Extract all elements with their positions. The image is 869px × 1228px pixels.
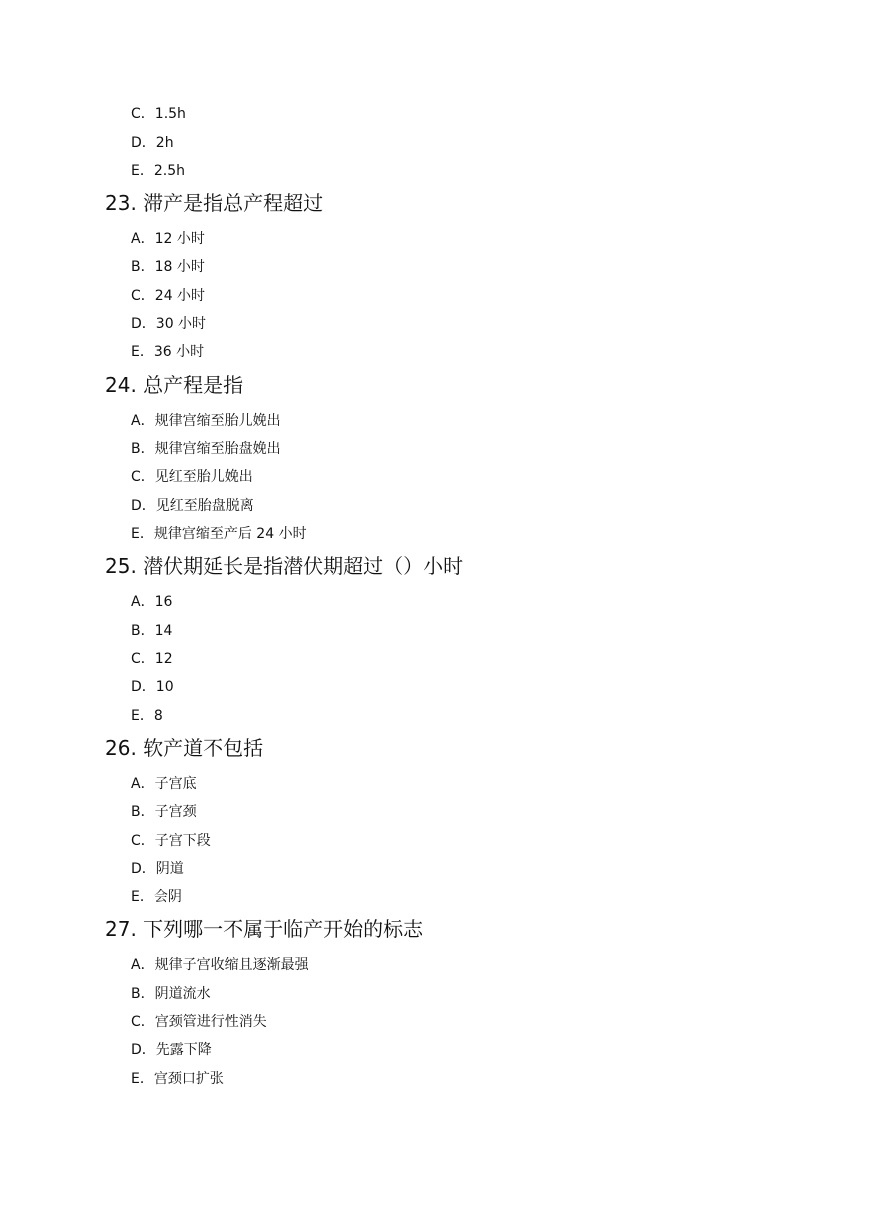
question-25: 25. 潜伏期延长是指潜伏期超过（）小时 <box>105 554 464 578</box>
option-d: D．2h <box>131 135 174 151</box>
option-a: A．规律宫缩至胎儿娩出 <box>131 413 281 429</box>
option-c: C．1.5h <box>131 106 186 122</box>
option-c: C．宫颈管进行性消失 <box>131 1014 267 1030</box>
option-d: D．见红至胎盘脱离 <box>131 498 254 514</box>
question-26: 26. 软产道不包括 <box>105 736 264 760</box>
option-b: B．18 小时 <box>131 259 205 275</box>
option-e: E．规律宫缩至产后 24 小时 <box>131 526 307 542</box>
option-d: D．10 <box>131 679 174 695</box>
option-c: C．见红至胎儿娩出 <box>131 469 253 485</box>
option-e: E．2.5h <box>131 163 185 179</box>
option-d: D．阴道 <box>131 861 184 877</box>
option-b: B．子宫颈 <box>131 804 197 820</box>
question-23: 23. 滞产是指总产程超过 <box>105 191 324 215</box>
option-d: D．30 小时 <box>131 316 207 332</box>
option-e: E．8 <box>131 708 163 724</box>
option-b: B．规律宫缩至胎盘娩出 <box>131 441 281 457</box>
option-c: C．子宫下段 <box>131 833 211 849</box>
option-a: A．12 小时 <box>131 231 205 247</box>
option-a: A．规律子宫收缩且逐渐最强 <box>131 957 309 973</box>
option-c: C．12 <box>131 651 173 667</box>
option-a: A．子宫底 <box>131 776 197 792</box>
option-d: D．先露下降 <box>131 1042 212 1058</box>
option-b: B．14 <box>131 623 173 639</box>
option-e: E．会阴 <box>131 889 182 905</box>
option-c: C．24 小时 <box>131 288 206 304</box>
option-b: B．阴道流水 <box>131 986 211 1002</box>
option-e: E．宫颈口扩张 <box>131 1071 224 1087</box>
question-27: 27. 下列哪一不属于临产开始的标志 <box>105 917 424 941</box>
option-a: A．16 <box>131 594 173 610</box>
option-e: E．36 小时 <box>131 344 205 360</box>
question-24: 24. 总产程是指 <box>105 373 244 397</box>
